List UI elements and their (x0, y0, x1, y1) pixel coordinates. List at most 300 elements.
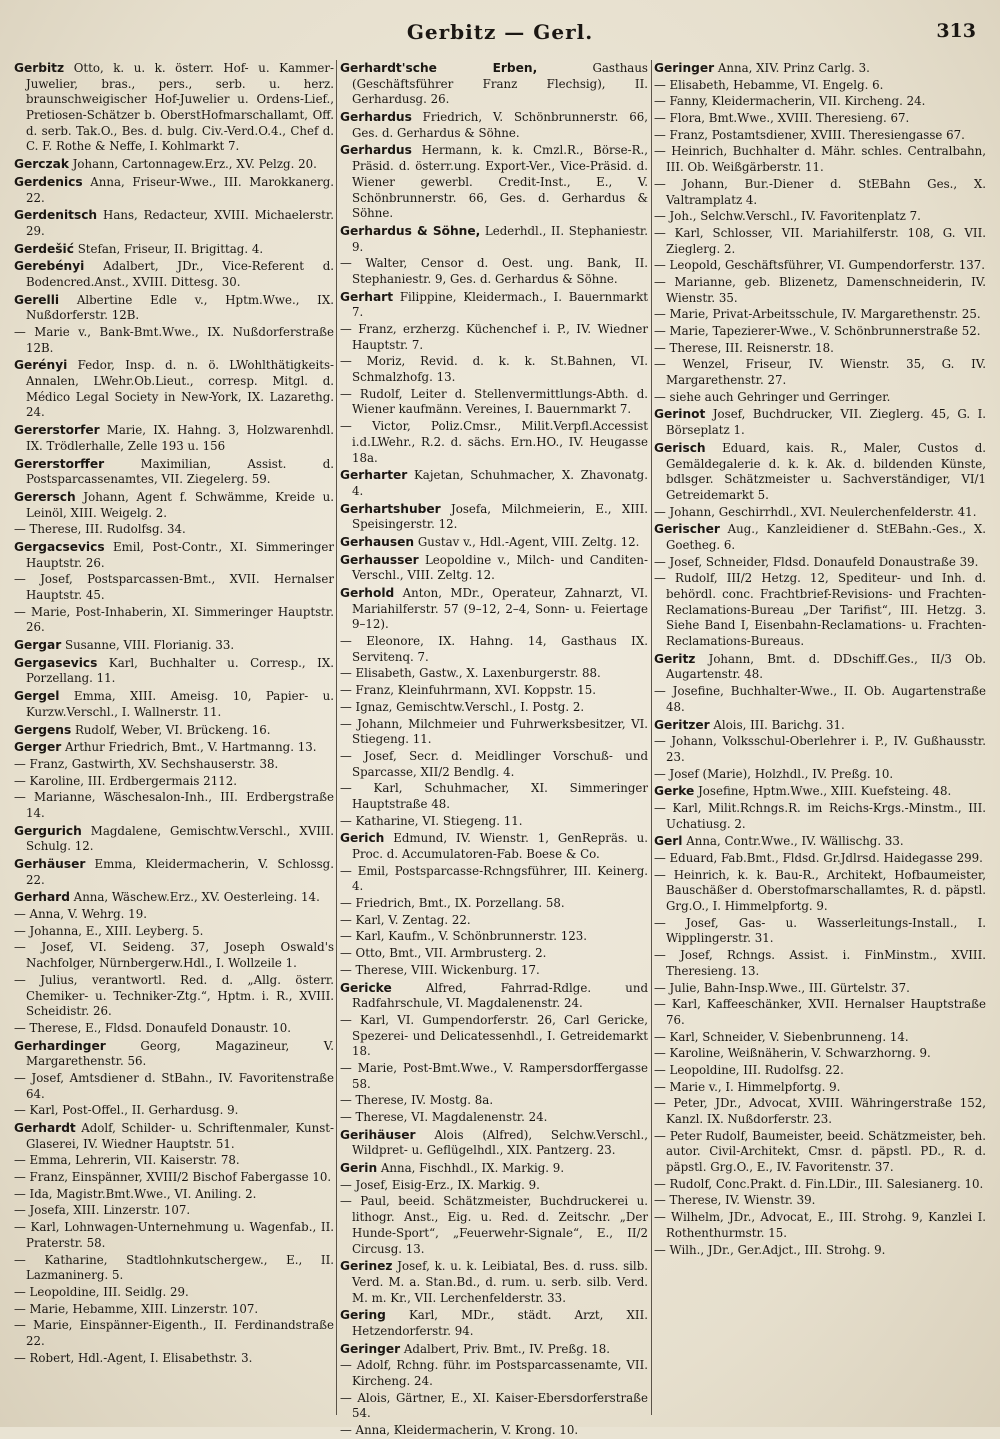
entry-details: — Johann, Milchmeier und Fuhrwerksbesitzer, VI. Stiegeng. 11. (340, 716, 648, 747)
directory-entry (340, 814, 648, 830)
entry-details: Otto, k. u. k. österr. Hof- u. Kammer-Juwelier, bras., pers., serb. u. herz. braunschweigischer Hof-Juwelier u. Ordens-Lief., Pretiosen-Schätzer b. OberstHofmarschallamt, Off. d. serb. Tak.O., Bes. d. bulg. Civ.-Verd.O.4., Chef d. C. F. Rothe & Neffe, I. Kohlmarkt 7. (26, 61, 334, 154)
entry-details: Karl, Buchhalter u. Corresp., IX. Porzellang. 11. (26, 655, 334, 686)
directory-entry (340, 946, 648, 962)
directory-entry (654, 651, 986, 683)
entry-details: — Johanna, E., XIII. Leyberg. 5. (14, 923, 204, 938)
directory-entry (14, 973, 334, 1020)
directory-entry (340, 419, 648, 466)
entry-details: — Therese, III. Reisnerstr. 18. (654, 340, 834, 355)
entry-details: — Marie v., I. Himmelpfortg. 9. (654, 1079, 841, 1094)
entry-details: — Leopoldine, III. Rudolfsg. 22. (654, 1062, 844, 1077)
entry-surname: Gergel (14, 689, 60, 704)
directory-entry (340, 666, 648, 682)
directory-entry (14, 1220, 334, 1251)
entry-details: — Franz, Kleinfuhrmann, XVI. Koppstr. 15. (340, 683, 596, 698)
entry-details: — Emil, Postsparcasse-Rchngsführer, III. Keinerg. 4. (340, 863, 648, 894)
entry-details: — Anna, V. Wehrg. 19. (14, 907, 147, 922)
entry-details: — Josef, Eisig-Erz., IX. Markig. 9. (340, 1177, 540, 1192)
directory-entry (654, 324, 986, 340)
directory-entry (14, 60, 334, 155)
directory-entry (14, 688, 334, 720)
entry-surname: Gerinez (340, 1259, 393, 1274)
entry-details: — Karl, Schuhmacher, XI. Simmeringer Hauptstraße 48. (340, 781, 648, 811)
entry-surname: Gerischer (654, 522, 720, 537)
entry-details: — Josef, VI. Seideng. 37, Joseph Oswald's Nachfolger, Nürnbergerw.Hdl., I. Wollzeile 1. (14, 940, 334, 971)
entry-details: — Elisabeth, Hebamme, VI. Engelg. 6. (654, 77, 884, 92)
directory-entry (654, 209, 986, 225)
directory-entry (340, 1013, 648, 1060)
directory-entry (340, 781, 648, 812)
entry-details: — Paul, beeid. Schätzmeister, Buchdruckerei u. lithogr. Anst., Eig. u. Red. d. Zeitschr. „Der Hunde-Sport“, „Feuerwehr-Signale“, E., II/2 Circusg. 13. (340, 1194, 648, 1256)
entry-details: — Rudolf, Leiter d. Stellenvermittlungs-Abth. d. Wiener kaufmänn. Vereines, I. Bauernmarkt 7. (340, 386, 648, 417)
directory-entry (340, 683, 648, 699)
entry-surname: Gerhardinger (14, 1038, 106, 1053)
entry-details: — Karoline, Weißnäherin, V. Schwarzhorng. 9. (654, 1046, 931, 1061)
directory-entry (340, 749, 648, 780)
entry-surname: Gerhäuser (14, 857, 86, 871)
entry-details: — Johann, Volksschul-Oberlehrer i. P., IV. Gußhausstr. 23. (654, 734, 986, 764)
entry-details: — Franz, Einspänner, XVIII/2 Bischof Fabergasse 10. (14, 1170, 332, 1185)
directory-entry (654, 341, 986, 357)
directory-entry (654, 128, 986, 144)
entry-surname: Gering (340, 1308, 386, 1323)
entry-details: — Joh., Selchw.Verschl., IV. Favoritenplatz 7. (654, 209, 921, 224)
entry-details: — Therese, E., Fldsd. Donaufeld Donaustr. 10. (14, 1020, 292, 1035)
entry-surname: Gerhart (340, 289, 394, 304)
entry-details: Leopoldine v., Milch- und Canditen-Verschl., VIII. Zeltg. 12. (352, 552, 648, 583)
entry-details: Anna, Fischhdl., IX. Markig. 9. (380, 1161, 565, 1176)
entry-surname: Gergacsevics (14, 539, 105, 554)
directory-entry (654, 1177, 986, 1193)
entry-surname: Gerényi (14, 358, 68, 373)
entry-details: Karl, MDr., städt. Arzt, XII. Hetzendorferstr. 94. (352, 1308, 648, 1338)
entry-details: Eduard, kais. R., Maler, Custos d. Gemäldegalerie d. k. k. Ak. d. bildenden Künste, bdlsger. Schätzmeister u. Sachverständiger, VI/1 Getreidemarkt 5. (666, 440, 987, 502)
directory-entry (654, 868, 986, 915)
directory-entry (654, 1096, 986, 1127)
entry-details: — Karl, Lohnwagen-Unternehmung u. Wagenfab., II. Praterstr. 58. (14, 1220, 334, 1250)
directory-entry (654, 521, 986, 553)
directory-entry (654, 440, 986, 504)
directory-entry (654, 851, 986, 867)
directory-entry (14, 489, 334, 521)
directory-entry (654, 1243, 986, 1259)
directory-entry (14, 174, 334, 206)
directory-entry (654, 555, 986, 571)
directory-entry (14, 207, 334, 239)
entry-details: — Karl, Milit.Rchngs.R. im Reichs-Krgs.-Minstm., III. Uchatiusg. 2. (654, 800, 986, 831)
entry-details: Arthur Friedrich, Bmt., V. Hartmanng. 13. (65, 740, 317, 755)
column-1 (14, 60, 334, 1415)
entry-details: Josefa, Milchmeierin, E., XIII. Speisingerstr. 12. (352, 501, 648, 532)
directory-entry (340, 864, 648, 895)
entry-surname: Gerhartshuber (340, 501, 441, 516)
directory-entry (340, 142, 648, 221)
directory-entry (340, 1178, 648, 1194)
entry-details: — Johann, Geschirrhdl., XVI. Neulerchenfelderstr. 41. (654, 504, 977, 519)
directory-entry (654, 406, 986, 438)
directory-entry (340, 980, 648, 1012)
directory-entry (14, 823, 334, 855)
entry-details: Marie, IX. Hahng. 3, Holzwarenhdl. IX. Trödlerhalle, Zelle 193 u. 156 (26, 423, 334, 453)
entry-details: — Marie, Privat-Arbeitsschule, IV. Margarethenstr. 25. (654, 307, 981, 322)
directory-entry (340, 700, 648, 716)
entry-surname: Gererstorffer (14, 456, 105, 471)
directory-entry (14, 1318, 334, 1349)
directory-entry (340, 1341, 648, 1358)
directory-entry (14, 655, 334, 687)
entry-details: — Peter, JDr., Advocat, XVIII. Währingerstraße 152, Kanzl. IX. Nußdorferstr. 23. (654, 1096, 986, 1126)
directory-entry (14, 1071, 334, 1102)
entry-details: Kajetan, Schuhmacher, X. Zhavonatg. 4. (352, 468, 648, 498)
directory-entry (340, 929, 648, 945)
entry-details: — Katharine, Stadtlohnkutschergew., E., II. Lazmaninerg. 5. (14, 1252, 334, 1283)
entry-details: — Karl, Schlosser, VII. Mariahilferstr. 108, G. VII. Zieglerg. 2. (654, 225, 986, 256)
directory-entry (14, 739, 334, 756)
directory-entry (340, 717, 648, 748)
directory-entry (654, 505, 986, 521)
entry-details: — Elisabeth, Gastw., X. Laxenburgerstr. 88. (340, 666, 601, 681)
entry-details: — Rudolf, III/2 Hetzg. 12, Spediteur- und Inh. d. behördl. conc. Frachtbrief-Revisions- und Frachten-Reclamations-Bureau „Der Tarifist“, III. Hetzg. 3. Siehe Band I, Eisenbahn-Reclamations- u. Frachten-Reclamations-Bureaus. (654, 571, 986, 649)
entry-surname: Gerdešić (14, 241, 74, 256)
directory-entry (14, 572, 334, 603)
directory-entry (14, 1187, 334, 1203)
directory-entry (654, 226, 986, 257)
entry-surname: Gerinot (654, 407, 706, 422)
directory-entry (654, 1046, 986, 1062)
entry-details: Anna, Wäschew.Erz., XV. Oesterleing. 14. (73, 890, 320, 905)
entry-details: Johann, Cartonnagew.Erz., XV. Pelzg. 20. (72, 157, 317, 172)
directory-entry (14, 1170, 334, 1186)
directory-entry (654, 1193, 986, 1209)
entry-details: — Josef, Postsparcassen-Bmt., XVII. Hernalser Hauptstr. 45. (14, 572, 334, 602)
directory-entry (340, 289, 648, 321)
entry-surname: Geringer (340, 1341, 401, 1356)
entry-surname: Gericke (340, 980, 392, 995)
entry-details: Emma, Kleidermacherin, V. Schlossg. 22. (26, 857, 334, 887)
entry-details: — Heinrich, Buchhalter d. Mähr. schles. Centralbahn, III. Ob. Weißgärberstr. 11. (654, 144, 986, 175)
directory-entry (654, 717, 986, 734)
entry-surname: Gerharter (340, 468, 408, 483)
entry-surname: Gerersch (14, 489, 76, 504)
directory-entry (654, 783, 986, 800)
directory-entry (14, 722, 334, 739)
entry-details: — Josefa, XIII. Linzerstr. 107. (14, 1203, 191, 1218)
entry-details: Alfred, Fahrrad-Rdlge. und Radfahrschule, VI. Magdalenenstr. 24. (352, 980, 649, 1011)
directory-entry (654, 981, 986, 997)
entry-details: — Wilhelm, JDr., Advocat, E., III. Strohg. 9, Kanzlei I. Rothenthurmstr. 15. (654, 1210, 986, 1240)
entry-details: — Josef, Secr. d. Meidlinger Vorschuß- und Sparcasse, XII/2 Bendlg. 4. (340, 748, 648, 779)
entry-details: — Heinrich, k. k. Bau-R., Architekt, Hofbaumeister, Bauschäßer d. Oberstofmarschallamtes, R. d. päpstl. Grg.O., I. Himmelpfortg. 9. (654, 867, 986, 914)
entry-details: — Franz, Gastwirth, XV. Sechshauserstr. 38. (14, 756, 279, 771)
directory-entry (14, 1302, 334, 1318)
directory-entry (654, 1210, 986, 1241)
directory-entry (340, 256, 648, 287)
entry-details: — Josef, Amtsdiener d. StBahn., IV. Favoritenstraße 64. (14, 1070, 334, 1101)
entry-details: — Johann, Bur.-Diener d. StEBahn Ges., X. Valtramplatz 4. (654, 176, 986, 207)
entry-details: — Marie, Einspänner-Eigenth., II. Ferdinandstraße 22. (14, 1318, 334, 1348)
entry-details: — Rudolf, Conc.Prakt. d. Fin.LDir., III. Salesianerg. 10. (654, 1176, 984, 1191)
directory-entry (340, 963, 648, 979)
entry-details: — Marie, Post-Inhaberin, XI. Simmeringer Hauptstr. 26. (14, 604, 334, 635)
entry-details: — Marie, Tapezierer-Wwe., V. Schönbrunnerstraße 52. (654, 324, 981, 338)
directory-entry (14, 522, 334, 538)
directory-entry (14, 637, 334, 654)
directory-entry (340, 387, 648, 418)
directory-entry (654, 571, 986, 649)
directory-entry (14, 241, 334, 258)
entry-details: — Josef, Schneider, Fldsd. Donaufeld Donaustraße 39. (654, 554, 979, 569)
entry-details: — Karoline, III. Erdbergermais 2112. (14, 773, 237, 788)
directory-entry (340, 1127, 648, 1159)
entry-details: Johann, Agent f. Schwämme, Kreide u. Leinöl, XIII. Weigelg. 2. (26, 489, 334, 520)
entry-details: — Walter, Censor d. Oest. ung. Bank, II. Stephaniestr. 9, Ges. d. Gerhardus & Söhne. (340, 256, 648, 286)
entry-details: Fedor, Insp. d. n. ö. LWohlthätigkeits-Annalen, LWehr.Ob.Lieut., corresp. Mitgl. d. Médico Legal Society in New-York, IX. Lazarethg. 24. (26, 358, 335, 420)
entry-surname: Gergens (14, 722, 72, 737)
directory-entry (14, 357, 334, 421)
directory-entry (14, 1203, 334, 1219)
entry-surname: Gerhausen (340, 534, 415, 549)
entry-details: — Wilh., JDr., Ger.Adjct., III. Strohg. 9. (654, 1242, 886, 1257)
entry-details: — Friedrich, Bmt., IX. Porzellang. 58. (340, 896, 565, 911)
entry-details: — Therese, VIII. Wickenburg. 17. (340, 962, 540, 977)
entry-details: — Emma, Lehrerin, VII. Kaiserstr. 78. (14, 1153, 240, 1168)
directory-entry (340, 1391, 648, 1422)
entry-details: — Karl, VI. Gumpendorferstr. 26, Carl Gericke, Spezerei- und Delicatessenhdl., I. Getreidemarkt 18. (340, 1012, 648, 1059)
entry-details: Hermann, k. k. Cmzl.R., Börse-R., Präsid. d. österr.ung. Export-Ver., Vice-Präsid. d. Wiener gewerbl. Credit-Inst., E., V. Schönbrunnerstr. 66, Ges. d. Gerhardus & Söhne. (352, 143, 648, 221)
directory-entry (14, 757, 334, 773)
entry-details: Hans, Redacteur, XVIII. Michaelerstr. 29. (26, 208, 334, 238)
directory-entry (14, 1153, 334, 1169)
entry-details: — Karl, Post-Offel., II. Gerhardusg. 9. (14, 1103, 239, 1118)
directory-entry (14, 940, 334, 971)
entry-details: Josef, Buchdrucker, VII. Zieglerg. 45, G. I. Börseplatz 1. (666, 407, 986, 438)
entry-details: — Karl, V. Zentag. 22. (340, 912, 471, 927)
column-divider (336, 60, 337, 1415)
entry-details: Gustav v., Hdl.-Agent, VIII. Zeltg. 12. (417, 534, 640, 549)
entry-details: — Franz, erzherzg. Küchenchef i. P., IV. Wiedner Hauptstr. 7. (340, 322, 648, 352)
entry-surname: Geritzer (654, 717, 710, 732)
entry-details: — Adolf, Rchng. führ. im Postsparcassenamte, VII. Kircheng. 24. (340, 1358, 648, 1388)
directory-entry (654, 78, 986, 94)
directory-entry (14, 1285, 334, 1301)
directory-entry (14, 258, 334, 290)
directory-entry (340, 1093, 648, 1109)
entry-details: — Therese, IV. Wienstr. 39. (654, 1193, 816, 1208)
entry-details: — Karl, Schneider, V. Siebenbrunneng. 14. (654, 1029, 909, 1044)
entry-details: Adolf, Schilder- u. Schriftenmaler, Kunst-Glaserei, IV. Wiedner Hauptstr. 51. (26, 1121, 335, 1151)
directory-entry (654, 275, 986, 306)
entry-details: — Eleonore, IX. Hahng. 14, Gasthaus IX. Servitenq. 7. (340, 634, 648, 664)
column-3 (654, 60, 986, 1415)
directory-entry (14, 1021, 334, 1037)
entry-details: Emil, Post-Contr., XI. Simmeringer Hauptstr. 26. (26, 539, 334, 570)
entry-details: — Josef, Gas- u. Wasserleitungs-Install., I. Wipplingerstr. 31. (654, 915, 986, 946)
directory-entry (14, 1253, 334, 1284)
directory-entry (340, 1160, 648, 1177)
entry-surname: Gerisch (654, 440, 706, 455)
entry-details: Rudolf, Weber, VI. Brückeng. 16. (74, 722, 271, 737)
directory-entry (14, 539, 334, 571)
directory-entry (14, 889, 334, 906)
directory-entry (340, 1258, 648, 1306)
entry-surname: Gerebényi (14, 259, 85, 274)
directory-entry (14, 1038, 334, 1070)
directory-entry (654, 1063, 986, 1079)
running-head: Gerbitz — Gerl. (406, 20, 594, 44)
directory-entry (14, 156, 334, 173)
entry-surname: Gerczak (14, 157, 69, 172)
directory-entry (654, 767, 986, 783)
page-number: 313 (936, 20, 976, 42)
entry-details: — Marianne, Wäschesalon-Inh., III. Erdbergstraße 14. (14, 790, 334, 820)
entry-surname: Gergasevics (14, 655, 98, 670)
directory-entry (340, 552, 648, 584)
entry-surname: Geritz (654, 651, 696, 666)
column-divider (651, 60, 652, 1415)
directory-entry (654, 1129, 986, 1176)
entry-details: — Karl, Kaffeeschänker, XVII. Hernalser Hauptstraße 76. (654, 997, 986, 1027)
entry-details: — Ignaz, Gemischtw.Verschl., I. Postg. 2. (340, 699, 585, 714)
directory-entry (654, 734, 986, 765)
entry-details: — Flora, Bmt.Wwe., XVIII. Theresieng. 67. (654, 111, 910, 126)
entry-details: Lederhdl., II. Stephaniestr. 9. (352, 223, 648, 254)
entry-surname: Gerhardus (340, 143, 412, 158)
directory-entry (14, 924, 334, 940)
entry-details: Susanne, VIII. Florianig. 33. (65, 638, 235, 653)
entry-details: Albertine Edle v., Hptm.Wwe., IX. Nußdorferstr. 12B. (26, 292, 334, 323)
entry-details: — Leopoldine, III. Seidlg. 29. (14, 1284, 189, 1299)
entry-details: — Therese, III. Rudolfsg. 34. (14, 522, 186, 537)
directory-entry (14, 1120, 334, 1152)
entry-details: Emma, XIII. Ameisg. 10, Papier- u. Kurzw.Verschl., I. Wallnerstr. 11. (26, 689, 334, 719)
entry-details: — Moriz, Revid. d. k. k. St.Bahnen, VI. Schmalzhofg. 13. (340, 354, 648, 385)
entry-details: — Karl, Kaufm., V. Schönbrunnerstr. 123. (340, 929, 588, 944)
directory-entry (14, 325, 334, 356)
directory-entry (14, 856, 334, 888)
entry-details: Friedrich, V. Schönbrunnerstr. 66, Ges. d. Gerhardus & Söhne. (352, 110, 648, 140)
entry-details: — Josef, Rchngs. Assist. i. FinMinstm., XVIII. Theresieng. 13. (654, 948, 986, 978)
directory-entry (340, 322, 648, 353)
entry-details: Anna, Contr.Wwe., IV. Wällischg. 33. (686, 834, 904, 849)
directory-entry (14, 292, 334, 324)
entry-details: — siehe auch Gehringer und Gerringer. (654, 389, 891, 404)
directory-entry (340, 896, 648, 912)
entry-surname: Gerhardt (14, 1121, 76, 1135)
entry-details: Adalbert, JDr., Vice-Referent d. Bodencred.Anst., XVIII. Dittesg. 30. (26, 259, 335, 289)
directory-entry (14, 907, 334, 923)
entry-surname: Geringer (654, 61, 715, 75)
directory-entry (340, 1307, 648, 1339)
entry-surname: Gerbitz (14, 61, 65, 75)
entry-details: — Julie, Bahn-Insp.Wwe., III. Gürtelstr. 37. (654, 980, 910, 995)
entry-details: Anna, XIV. Prinz Carlg. 3. (717, 61, 870, 75)
entry-details: Josef, k. u. k. Leibiatal, Bes. d. russ. silb. Verd. M. a. Stan.Bd., d. rum. u. serb. silb. Verd. M. m. Kr., VII. Lerchenfelderstr. 33. (352, 1259, 649, 1305)
directory-entry (340, 223, 648, 255)
entry-details: Edmund, IV. Wienstr. 1, GenRepräs. u. Proc. d. Accumulatoren-Fab. Boese & Co. (352, 831, 649, 861)
entry-details: — Peter Rudolf, Baumeister, beeid. Schätzmeister, beh. autor. Civil-Architekt, Cmsr. d. päpstl. PD., R. d. päpstl. Grg.O., E., IV. Favoritenstr. 37. (654, 1128, 986, 1175)
entry-details: — Katharine, VI. Stiegeng. 11. (340, 813, 523, 828)
entry-details: Maximilian, Assist. d. Postsparcassenamtes, VII. Ziegelerg. 59. (26, 456, 335, 487)
entry-details: Gasthaus (Geschäftsführer Franz Flechsig), II. Gerhardusg. 26. (352, 61, 648, 107)
entry-details: — Alois, Gärtner, E., XI. Kaiser-Ebersdorferstraße 54. (340, 1390, 648, 1421)
entry-details: Adalbert, Priv. Bmt., IV. Preßg. 18. (403, 1341, 611, 1356)
directory-entry (14, 605, 334, 636)
directory-entry (340, 830, 648, 862)
directory-entry (654, 111, 986, 127)
directory-entry (340, 501, 648, 533)
entry-details: — Fanny, Kleidermacherin, VII. Kircheng. 24. (654, 94, 926, 109)
entry-details: Johann, Bmt. d. DDschiff.Ges., II/3 Ob. Augartenstr. 48. (666, 651, 987, 682)
entry-details: — Robert, Hdl.-Agent, I. Elisabethstr. 3. (14, 1350, 253, 1365)
directory-entry (340, 1423, 648, 1439)
entry-details: — Anna, Kleidermacherin, V. Krong. 10. (340, 1423, 579, 1438)
directory-entry (340, 467, 648, 499)
directory-entry (654, 684, 986, 715)
directory-entry (654, 801, 986, 832)
entry-details: Josefine, Hptm.Wwe., XIII. Kuefsteing. 48. (698, 784, 952, 799)
entry-details: — Ida, Magistr.Bmt.Wwe., VI. Aniling. 2. (14, 1186, 257, 1201)
entry-details: Magdalene, Gemischtw.Verschl., XVIII. Schulg. 12. (26, 823, 334, 854)
directory-entry (654, 177, 986, 208)
page-header (0, 6, 1000, 44)
entry-details: Anton, MDr., Operateur, Zahnarzt, VI. Mariahilferstr. 57 (9–12, 2–4, Sonn- u. Feiertage 9–12). (352, 586, 649, 632)
column-2 (340, 60, 649, 1438)
directory-entry (654, 916, 986, 947)
entry-details: — Leopold, Geschäftsführer, VI. Gumpendorferstr. 137. (654, 258, 986, 273)
entry-surname: Gerdenitsch (14, 208, 98, 223)
entry-surname: Gererstorfer (14, 423, 100, 438)
entry-details: Alois (Alfred), Selchw.Verschl., Wildpret- u. Geflügelhdl., XIX. Pantzerg. 23. (352, 1127, 648, 1158)
entry-details: — Josef (Marie), Holzhdl., IV. Preßg. 10. (654, 766, 894, 781)
directory-entry (340, 585, 648, 633)
directory-entry (654, 60, 986, 77)
entry-surname: Gerihäuser (340, 1127, 416, 1142)
directory-entry (340, 1110, 648, 1126)
directory-entry (340, 354, 648, 385)
entry-surname: Gergurich (14, 823, 82, 838)
directory-entry (340, 1358, 648, 1389)
entry-surname: Gerhold (340, 586, 395, 600)
entry-details: Filippine, Kleidermach., I. Bauernmarkt 7. (352, 289, 649, 320)
directory-entry (654, 307, 986, 323)
directory-entry (654, 833, 986, 850)
entry-details: Stefan, Friseur, II. Brigittag. 4. (77, 241, 264, 256)
entry-details: — Marie v., Bank-Bmt.Wwe., IX. Nußdorferstraße 12B. (14, 325, 334, 355)
entry-surname: Gerich (340, 831, 385, 846)
directory-entry (340, 913, 648, 929)
directory-entry (654, 997, 986, 1028)
directory-entry (654, 948, 986, 979)
entry-surname: Gerelli (14, 292, 60, 307)
entry-details: — Therese, IV. Mostg. 8a. (340, 1093, 494, 1108)
directory-entry (654, 94, 986, 110)
directory-entry (14, 1103, 334, 1119)
directory-entry (340, 634, 648, 665)
entry-details: Anna, Friseur-Wwe., III. Marokkanerg. 22. (26, 174, 334, 205)
entry-surname: Gerke (654, 784, 695, 799)
entry-details: — Victor, Poliz.Cmsr., Milit.Verpfl.Accessist i.d.LWehr., R.2. d. sächs. Ern.HO., IV. Heugasse 18a. (340, 419, 648, 465)
entry-details: — Otto, Bmt., VII. Armbrusterg. 2. (340, 946, 547, 961)
entry-details: Aug., Kanzleidiener d. StEBahn.-Ges., X. Goetheg. 6. (666, 522, 986, 552)
directory-entry (340, 1061, 648, 1092)
directory-columns (14, 60, 987, 1438)
entry-details: — Marie, Hebamme, XIII. Linzerstr. 107. (14, 1301, 259, 1316)
directory-entry (14, 790, 334, 821)
directory-entry (654, 258, 986, 274)
entry-surname: Gerhardus & Söhne, (340, 223, 481, 238)
entry-surname: Gerhardus (340, 110, 412, 125)
entry-surname: Gerdenics (14, 174, 83, 189)
